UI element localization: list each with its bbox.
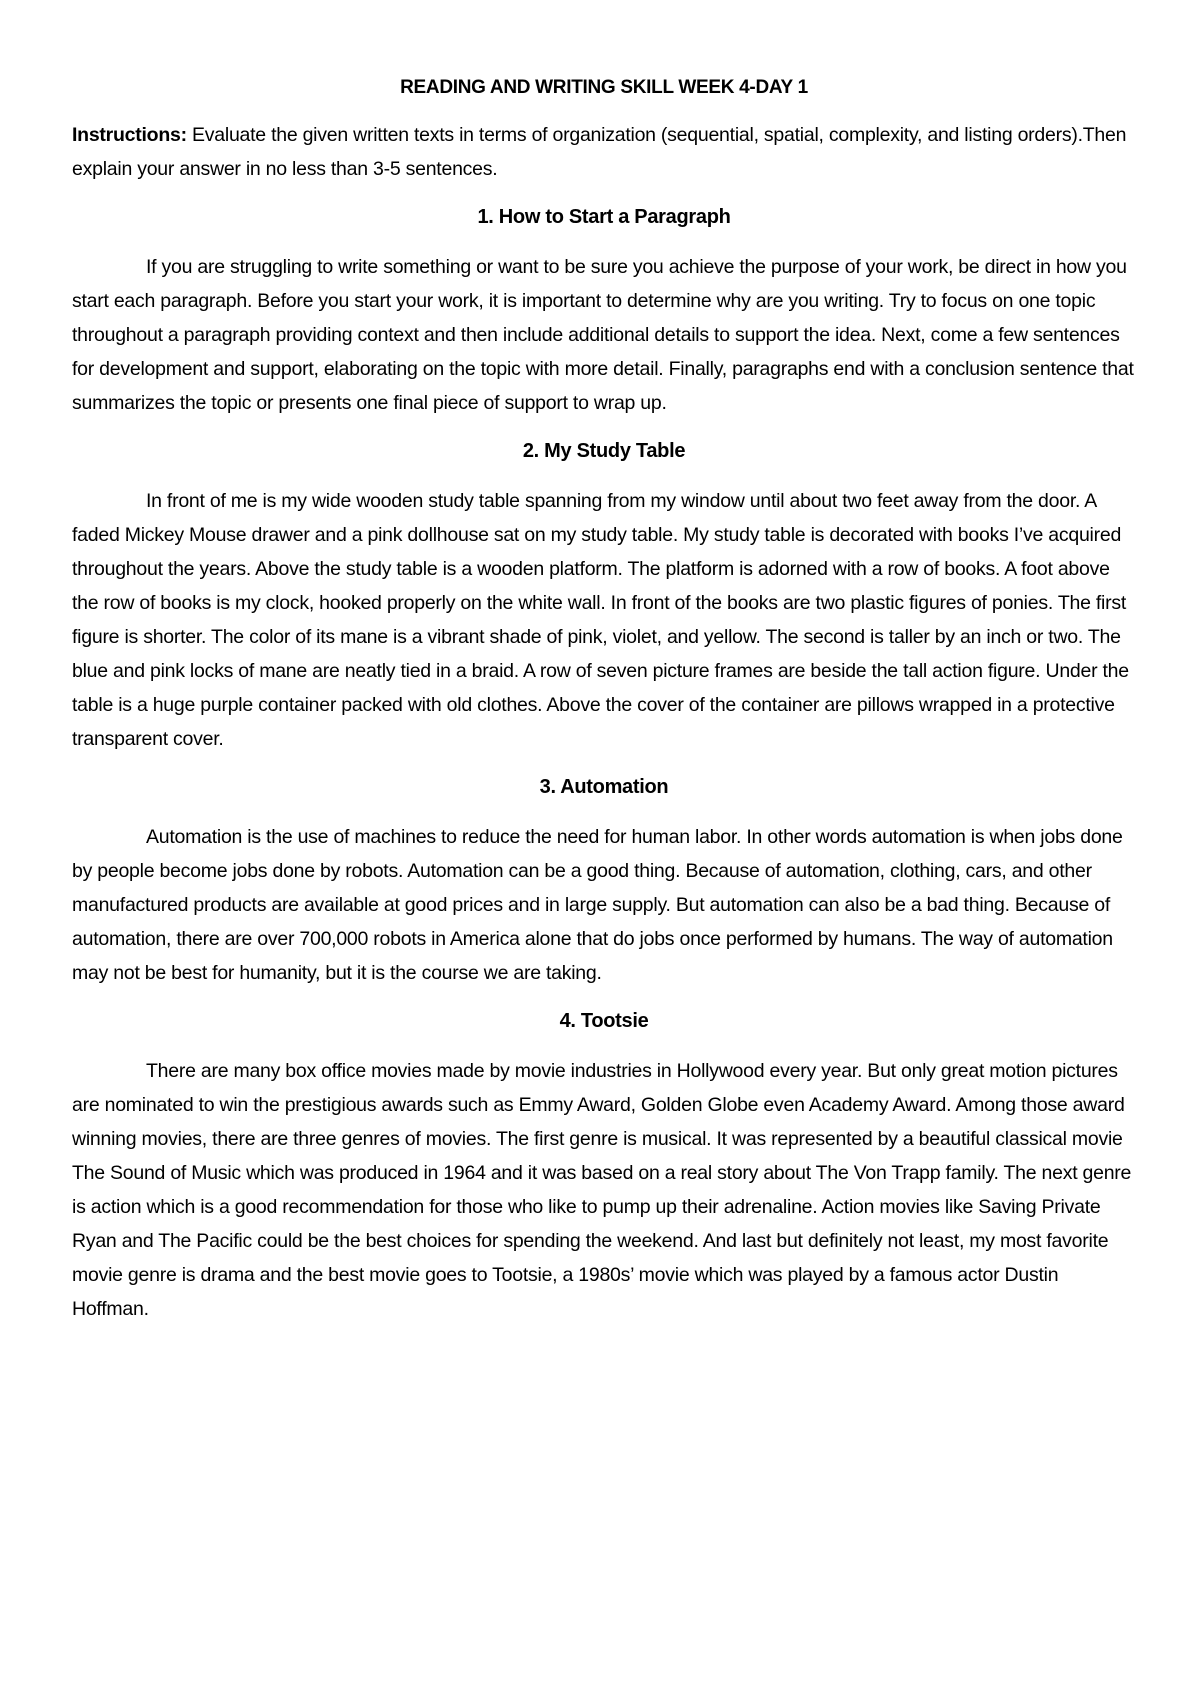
instructions-paragraph <box>72 118 1136 186</box>
section-how-to-start-a-paragraph <box>72 202 1136 420</box>
section-body: Automation is the use of machines to reduce the need for human labor. In other words automation is when jobs done by people become jobs done by robots. Automation can be a good thing. Because of automation, clothing, cars, and other manufactured products are available at good prices and in large supply. But automation can also be a bad thing. Because of automation, there are over 700,000 robots in America alone that do jobs once performed by humans. The way of automation may not be best for humanity, but it is the course we are taking. <box>72 826 1123 984</box>
section-body: There are many box office movies made by movie industries in Hollywood every year. But only great motion pictures are nominated to win the prestigious awards such as Emmy Award, Golden Globe even Academy Award. Among those award winning movies, there are three genres of movies. The first genre is musical. It was represented by a beautiful classical movie The Sound of Music which was produced in 1964 and it was based on a real story about The Von Trapp family. The next genre is action which is a good recommendation for those who like to pump up their adrenaline. Action movies like Saving Private Ryan and The Pacific could be the best choices for spending the weekend. And last but definitely not least, my most favorite movie genre is drama and the best movie goes to Tootsie, a 1980s’ movie which was played by a famous actor Dustin Hoffman. <box>72 1060 1132 1320</box>
document-page <box>72 66 1136 1326</box>
document-title: READING AND WRITING SKILL WEEK 4-DAY 1 <box>400 77 808 98</box>
section-automation <box>72 772 1136 990</box>
instructions-text: Evaluate the given written texts in terms of organization (sequential, spatial, complexity, and listing orders).Then explain your answer in no less than 3-5 sentences. <box>72 124 1127 180</box>
section-my-study-table <box>72 436 1136 756</box>
section-title: 4. Tootsie <box>559 1010 649 1032</box>
section-title: 1. How to Start a Paragraph <box>477 206 731 228</box>
section-body: In front of me is my wide wooden study table spanning from my window until about two feet away from the door. A faded Mickey Mouse drawer and a pink dollhouse sat on my study table. My study table is decorated with books I’ve acquired throughout the years. Above the study table is a wooden platform. The platform is adorned with a row of books. A foot above the row of books is my clock, hooked properly on the white wall. In front of the books are two plastic figures of ponies. The first figure is shorter. The color of its mane is a vibrant shade of pink, violet, and yellow. The second is taller by an inch or two. The blue and pink locks of mane are neatly tied in a braid. A row of seven picture frames are beside the tall action figure. Under the table is a huge purple container packed with old clothes. Above the cover of the container are pillows wrapped in a protective transparent cover. <box>72 490 1129 750</box>
section-body: If you are struggling to write something or want to be sure you achieve the purpose of your work, be direct in how you start each paragraph. Before you start your work, it is important to determine why are you writing. Try to focus on one topic throughout a paragraph providing context and then include additional details to support the idea. Next, come a few sentences for development and support, elaborating on the topic with more detail. Finally, paragraphs end with a conclusion sentence that summarizes the topic or presents one final piece of support to wrap up. <box>72 256 1134 414</box>
section-title: 2. My Study Table <box>522 440 686 462</box>
section-tootsie <box>72 1006 1136 1326</box>
section-title: 3. Automation <box>539 776 669 798</box>
instructions-label: Instructions: <box>72 124 187 146</box>
